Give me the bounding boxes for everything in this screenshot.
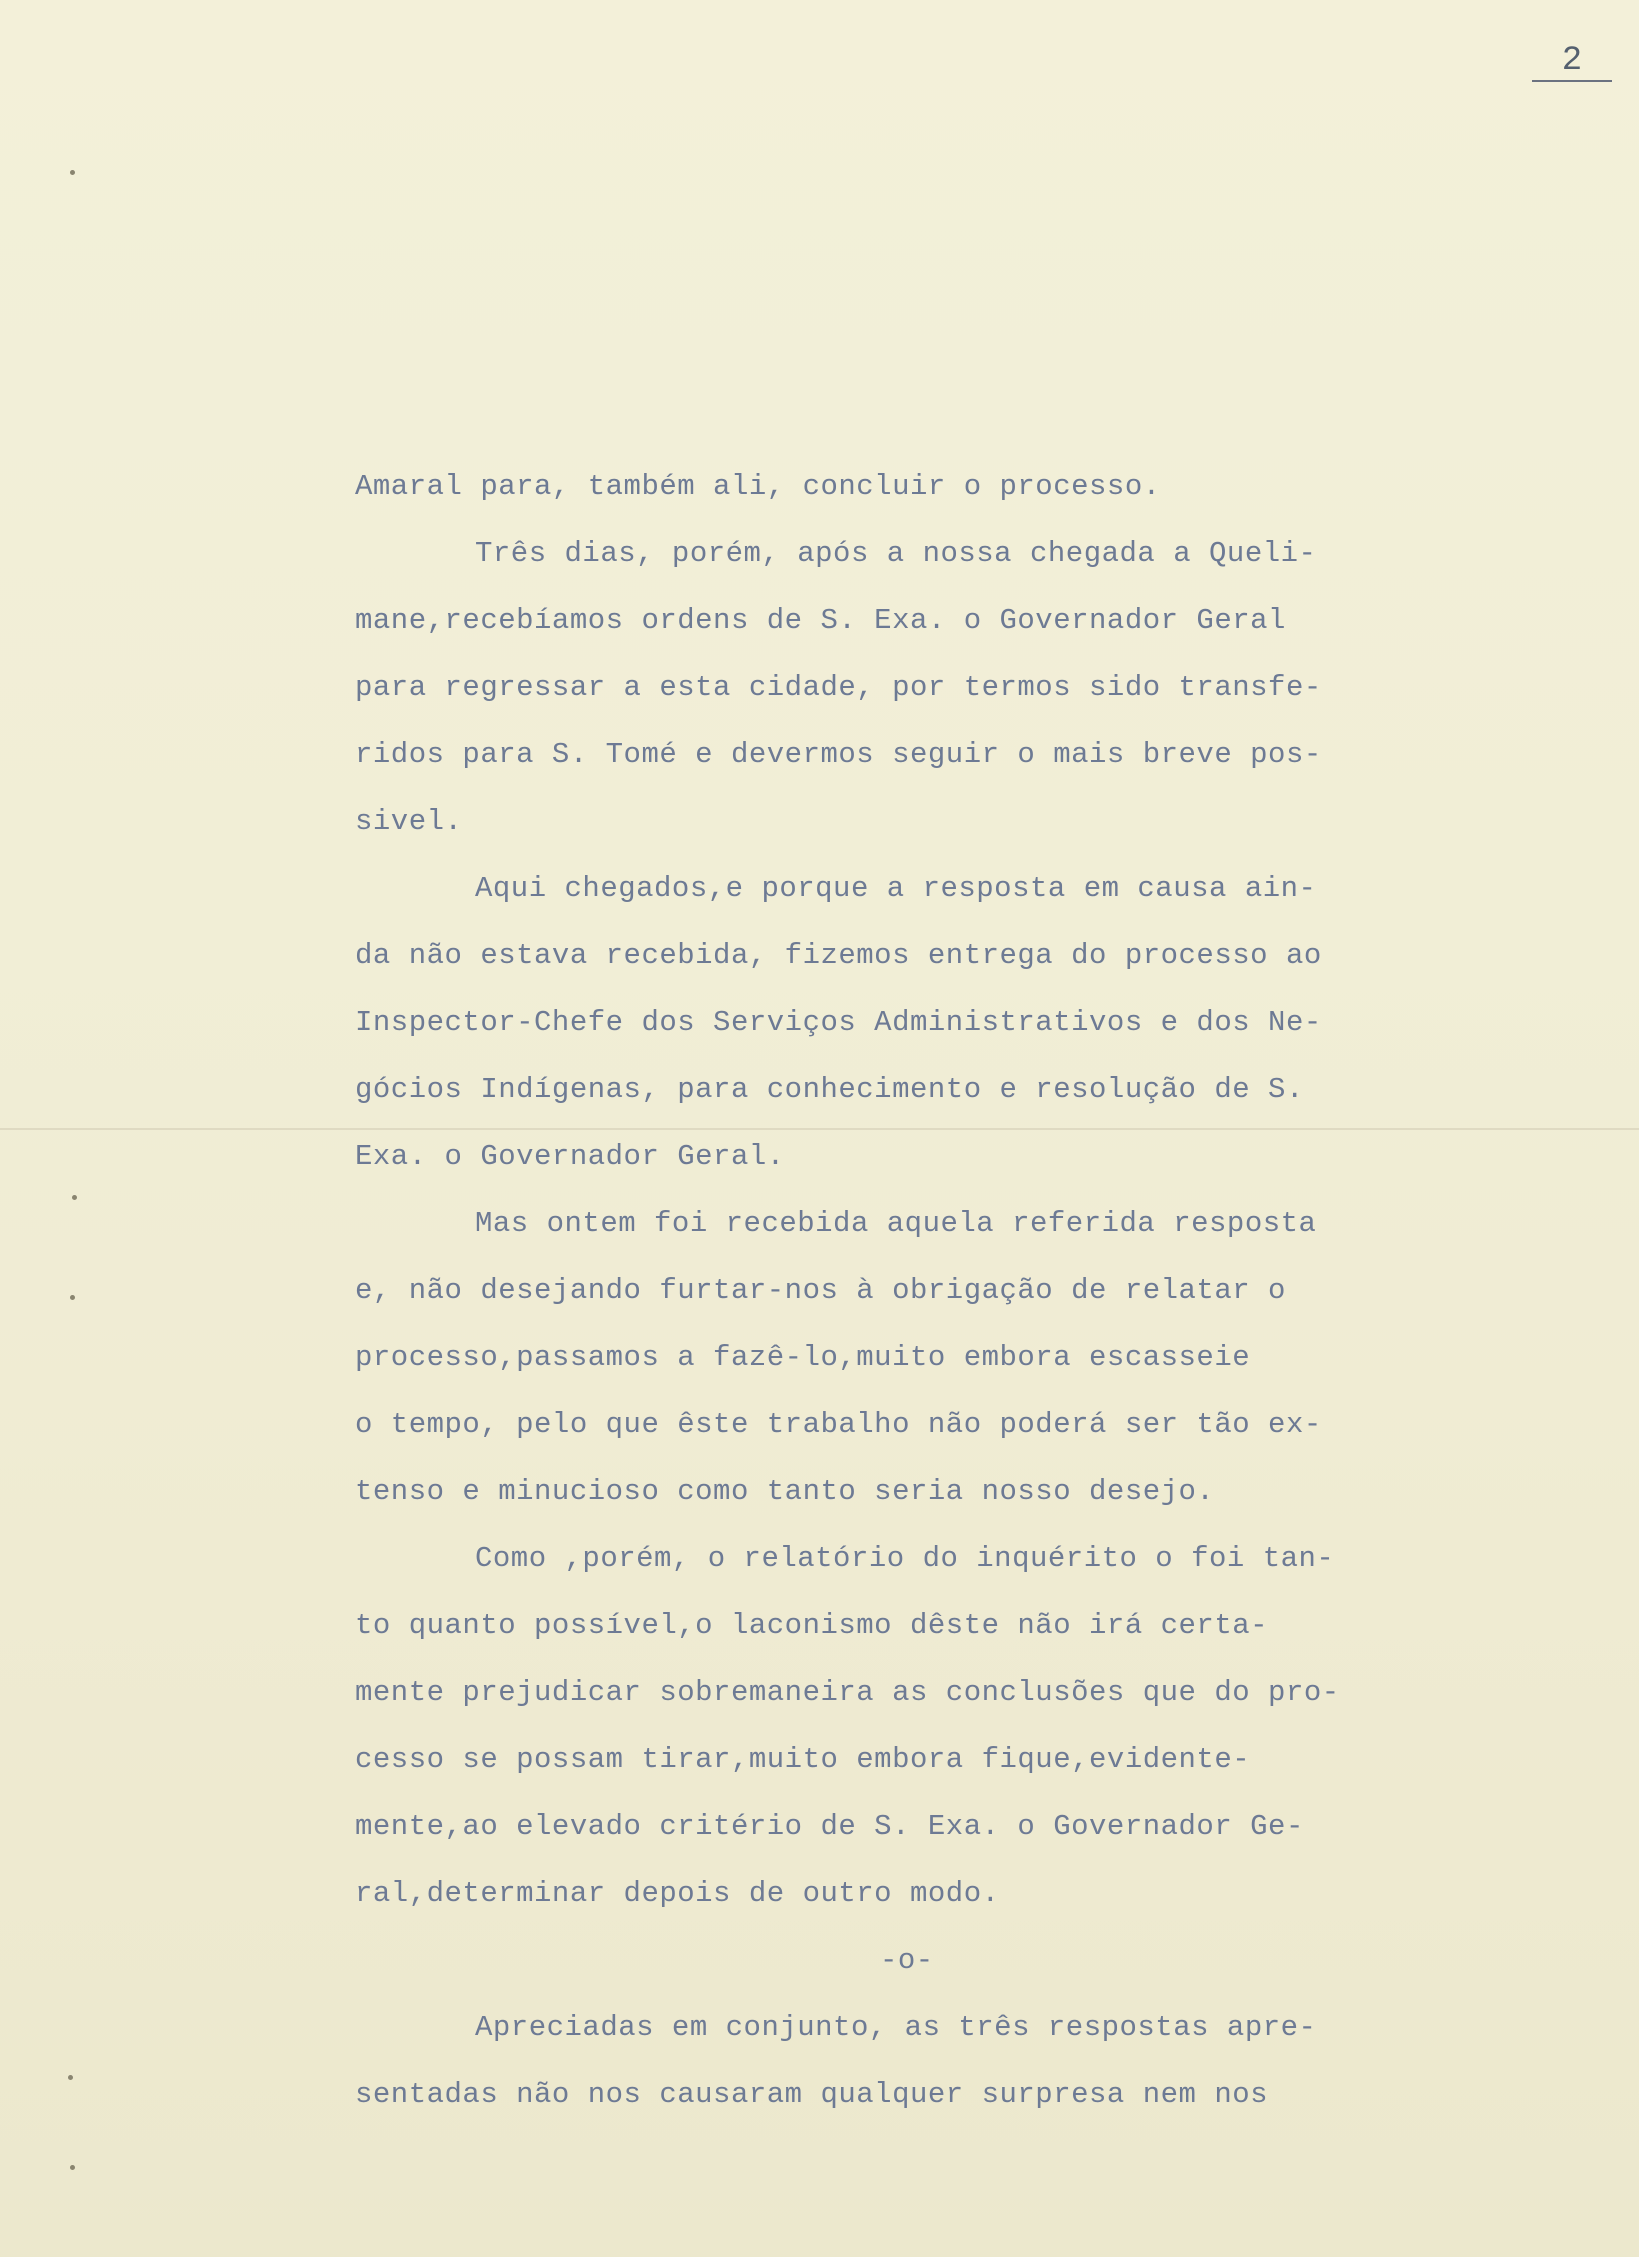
text-line: Amaral para, também ali, concluir o processo. — [355, 470, 1161, 503]
text-line: mente prejudicar sobremaneira as conclusões que do pro- — [355, 1676, 1340, 1709]
text-line: Três dias, porém, após a nossa chegada a Queli- — [475, 537, 1317, 570]
text-line: ridos para S. Tomé e devermos seguir o mais breve pos- — [355, 738, 1322, 771]
margin-speck — [70, 170, 75, 175]
margin-speck — [70, 1295, 75, 1300]
margin-speck — [72, 1195, 77, 1200]
text-line: Exa. o Governador Geral. — [355, 1140, 785, 1173]
text-line: Aqui chegados,e porque a resposta em causa ain- — [475, 872, 1317, 905]
text-line: da não estava recebida, fizemos entrega do processo ao — [355, 939, 1322, 972]
text-line: gócios Indígenas, para conhecimento e resolução de S. — [355, 1073, 1304, 1106]
text-line: Inspector-Chefe dos Serviços Administrativos e dos Ne- — [355, 1006, 1322, 1039]
text-line: processo,passamos a fazê-lo,muito embora escasseie — [355, 1341, 1251, 1374]
text-line: to quanto possível,o laconismo dêste não irá certa- — [355, 1609, 1269, 1642]
text-line: sentadas não nos causaram qualquer surpresa nem nos — [355, 2078, 1269, 2111]
text-line: Como ,porém, o relatório do inquérito o foi tan- — [475, 1542, 1335, 1575]
text-line: tenso e minucioso como tanto seria nosso desejo. — [355, 1475, 1215, 1508]
text-line: sivel. — [355, 805, 463, 838]
paper-fold-line — [0, 1128, 1639, 1130]
text-line: e, não desejando furtar-nos à obrigação de relatar o — [355, 1274, 1286, 1307]
text-line: para regressar a esta cidade, por termos sido transfe- — [355, 671, 1322, 704]
margin-speck — [68, 2075, 73, 2080]
text-line: ral,determinar depois de outro modo. — [355, 1877, 1000, 1910]
margin-speck — [70, 2165, 75, 2170]
section-separator: -o- — [880, 1944, 934, 1977]
text-line: mane,recebíamos ordens de S. Exa. o Governador Geral — [355, 604, 1286, 637]
text-line: Mas ontem foi recebida aquela referida resposta — [475, 1207, 1317, 1240]
page-number: 2 — [1532, 42, 1612, 82]
text-line: mente,ao elevado critério de S. Exa. o Governador Ge- — [355, 1810, 1304, 1843]
text-line: o tempo, pelo que êste trabalho não poderá ser tão ex- — [355, 1408, 1322, 1441]
text-line: cesso se possam tirar,muito embora fique,evidente- — [355, 1743, 1251, 1776]
text-line: Apreciadas em conjunto, as três respostas apre- — [475, 2011, 1317, 2044]
